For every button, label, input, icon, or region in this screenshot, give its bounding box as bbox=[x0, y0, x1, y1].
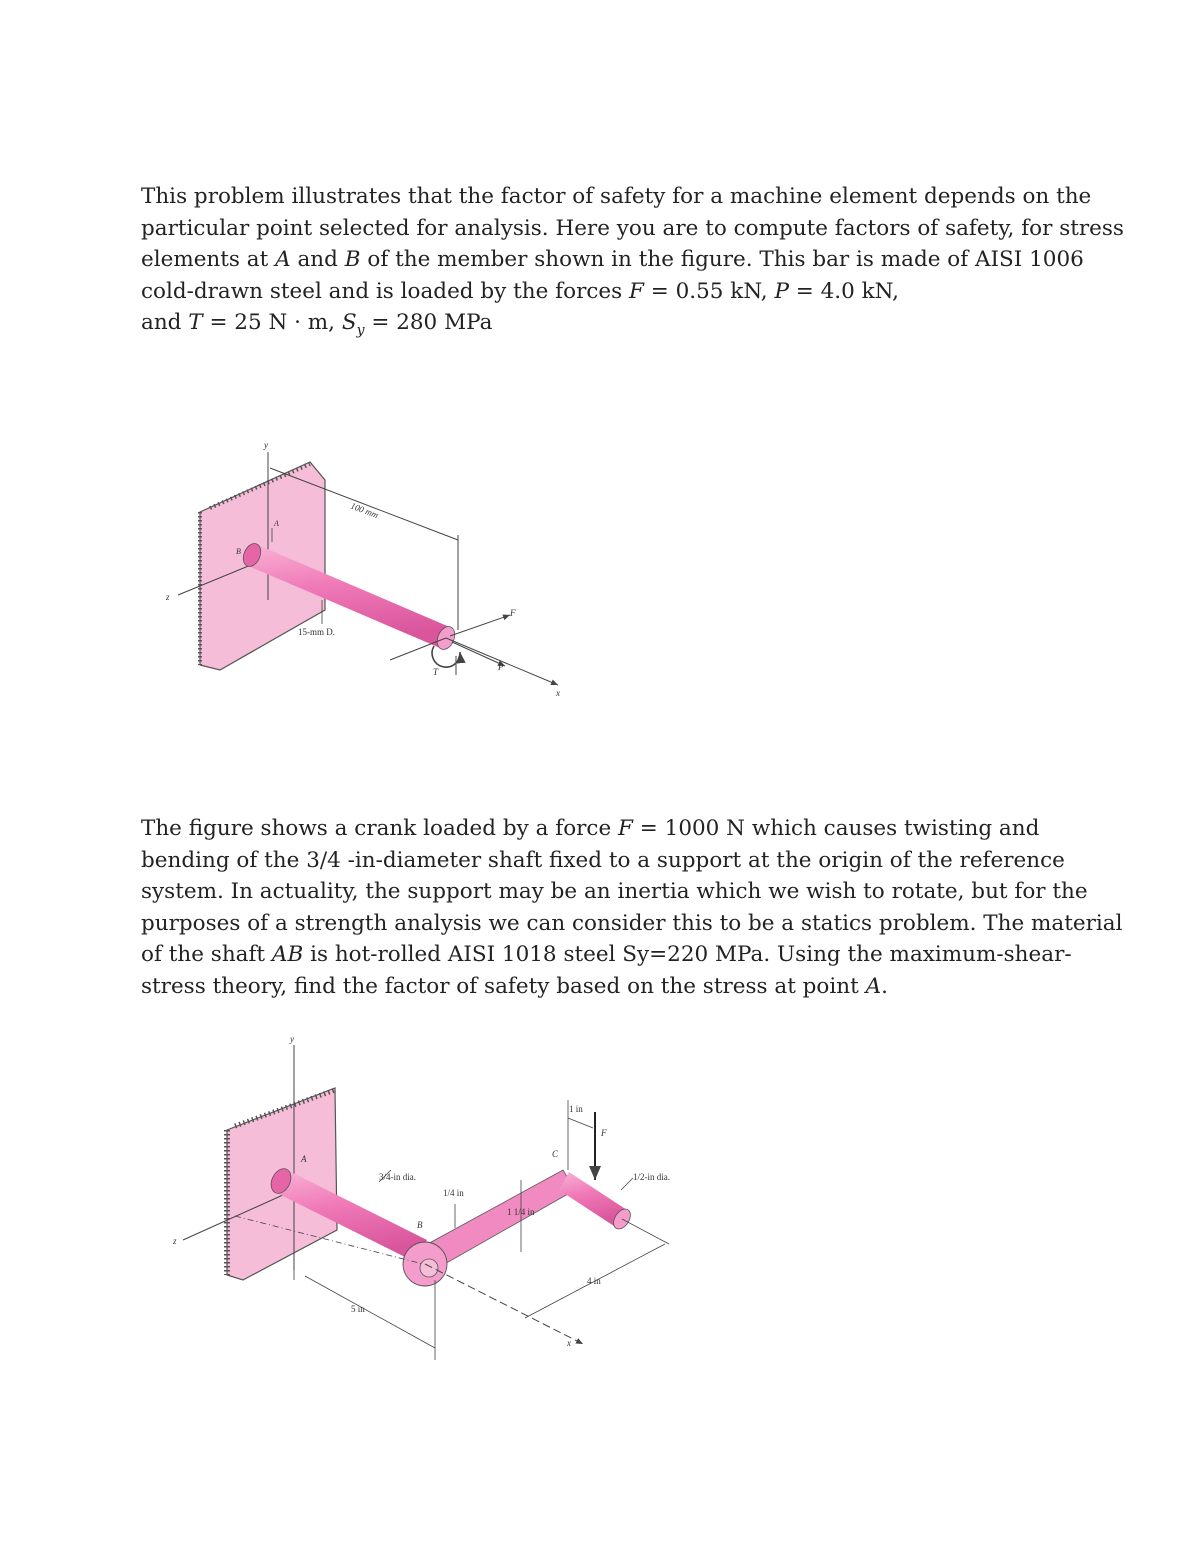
figure-2-crank bbox=[165, 1030, 695, 1370]
text-run: The figure shows a crank loaded by a force bbox=[141, 816, 619, 841]
text-line bbox=[141, 244, 1084, 276]
text-run: = 0.55 kN, bbox=[643, 278, 775, 304]
text-line bbox=[141, 276, 1061, 308]
text-run: stress theory, find the factor of safety based on the stress at point bbox=[141, 973, 866, 999]
text-run: of the shaft bbox=[141, 942, 272, 968]
label-F: F bbox=[601, 1128, 607, 1138]
x-axis bbox=[425, 1264, 583, 1344]
figure-1-cantilever-bar bbox=[160, 430, 580, 700]
dim-5in-line bbox=[305, 1276, 435, 1348]
text-line bbox=[141, 908, 1123, 940]
symbol-B: B bbox=[344, 247, 361, 273]
text-run: of the member shown in the figure. This bar is made of AISI 1006 bbox=[360, 247, 1084, 273]
label-x: x bbox=[567, 1338, 571, 1348]
label-z: z bbox=[166, 592, 170, 602]
text-run: = 4.0 kN, bbox=[788, 278, 899, 304]
text-run: elements at bbox=[141, 247, 276, 273]
dim-shaft-dia-label: 3/4-in dia. bbox=[379, 1172, 416, 1182]
text-line bbox=[141, 971, 1061, 1003]
label-T: T bbox=[433, 667, 439, 677]
dim-diameter-label: 15-mm D. bbox=[298, 627, 335, 637]
text-line bbox=[141, 181, 1092, 213]
label-z: z bbox=[173, 1236, 177, 1246]
symbol-S: S bbox=[341, 310, 357, 336]
leader-line bbox=[390, 638, 446, 660]
symbol-F: F bbox=[618, 816, 633, 841]
subscript-y: y bbox=[356, 322, 365, 339]
text-run: and bbox=[290, 247, 345, 273]
text-run: = 25 N · m, bbox=[202, 310, 342, 336]
symbol-P: P bbox=[774, 278, 789, 304]
dim-1in-label: 1 in bbox=[569, 1104, 583, 1114]
text-line bbox=[141, 939, 1072, 971]
problem-2-text bbox=[141, 813, 1123, 1003]
text-run: particular point selected for analysis. Here you are to compute factors of safety, for stress bbox=[141, 215, 1124, 241]
label-F: F bbox=[510, 608, 516, 618]
crank-bore bbox=[420, 1259, 438, 1277]
force-F-arrow bbox=[450, 615, 510, 636]
figure-1-svg bbox=[160, 430, 580, 700]
dim-4in-label: 4 in bbox=[587, 1276, 601, 1286]
dim-4in-ext bbox=[622, 1219, 669, 1244]
label-B: B bbox=[236, 547, 241, 556]
text-run: This problem illustrates that the factor of safety for a machine element depends on the bbox=[141, 184, 1092, 209]
text-line bbox=[141, 813, 1061, 845]
symbol-T: T bbox=[188, 310, 203, 336]
symbol-AB: AB bbox=[271, 942, 304, 968]
text-line bbox=[141, 876, 1088, 908]
text-line bbox=[141, 307, 1061, 347]
dim-quarter-label: 1/4 in bbox=[443, 1188, 464, 1198]
dim-5in-label: 5 in bbox=[351, 1304, 365, 1314]
dim-pin-dia-label: 1/2-in dia. bbox=[633, 1172, 670, 1182]
label-A: A bbox=[301, 1154, 307, 1164]
symbol-F: F bbox=[629, 278, 644, 304]
figure-2-svg bbox=[165, 1030, 695, 1370]
text-run: system. In actuality, the support may be an inertia which we wish to rotate, but for the bbox=[141, 879, 1088, 905]
dim-100mm-label: 100 mm bbox=[349, 500, 380, 521]
dim-one-quarter-label: 1 1/4 in bbox=[507, 1207, 535, 1217]
leader-1-2-dia bbox=[621, 1178, 633, 1190]
symbol-A: A bbox=[275, 247, 291, 273]
text-run: = 1000 N which causes twisting and bbox=[632, 816, 1040, 841]
text-run: cold-drawn steel and is loaded by the forces bbox=[141, 278, 629, 304]
text-run: bending of the 3/4 -in-diameter shaft fixed to a support at the origin of the reference bbox=[141, 847, 1065, 873]
text-line bbox=[141, 845, 1065, 877]
label-C: C bbox=[552, 1149, 559, 1159]
text-run: . bbox=[881, 973, 888, 999]
text-run: = 280 MPa bbox=[364, 310, 493, 336]
label-P: P bbox=[498, 662, 504, 672]
problem-1-text bbox=[141, 181, 1124, 347]
label-y: y bbox=[290, 1034, 294, 1044]
dim-1in-line bbox=[568, 1118, 593, 1128]
text-run: is hot-rolled AISI 1018 steel Sy=220 MPa. Using the maximum-shear- bbox=[303, 942, 1072, 968]
label-B: B bbox=[417, 1220, 423, 1230]
text-run: and bbox=[141, 310, 189, 336]
symbol-A: A bbox=[865, 973, 882, 999]
label-A: A bbox=[274, 519, 279, 528]
label-y: y bbox=[264, 440, 268, 450]
text-run: purposes of a strength analysis we can consider this to be a statics problem. The material bbox=[141, 910, 1123, 936]
label-x: x bbox=[556, 688, 560, 698]
text-line bbox=[141, 213, 1124, 245]
